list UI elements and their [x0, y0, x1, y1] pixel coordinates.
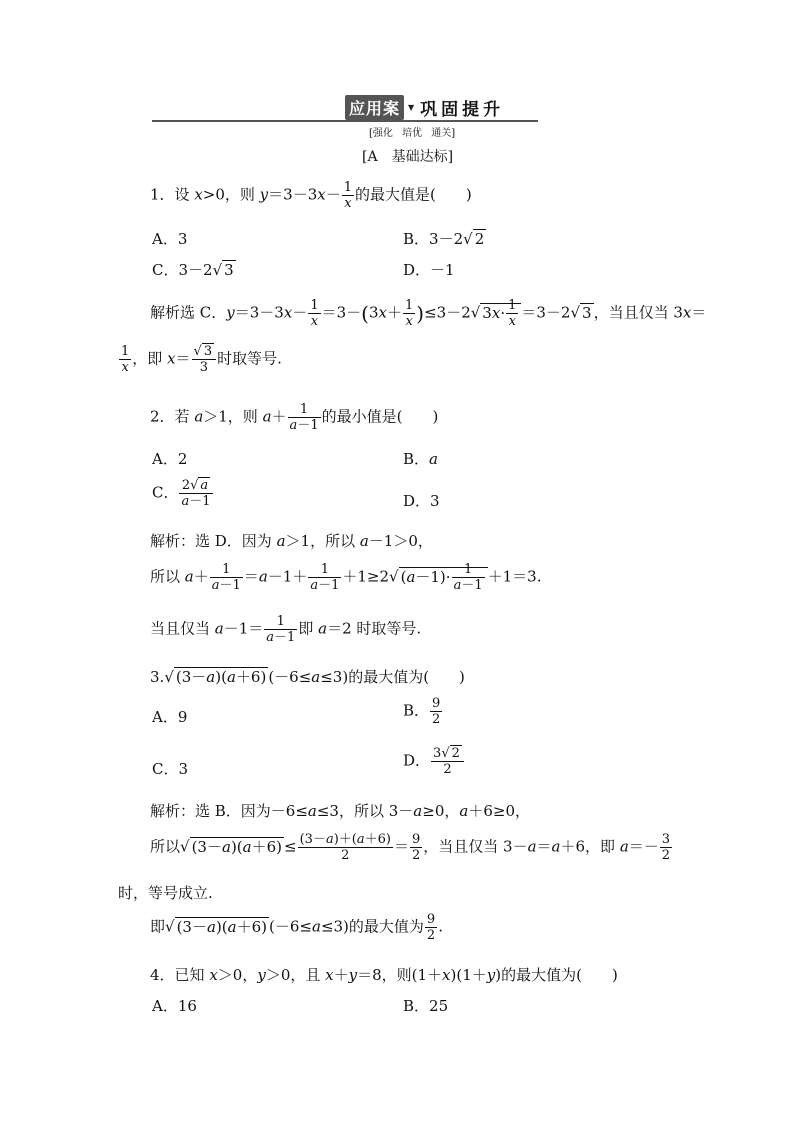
q2-solution-line3: 当且仅当 a－1＝ $\frac{1}{a-1}$ 即 a＝2 时取等号. [150, 614, 422, 645]
q2-solution-line2: 所以 a＋ $\frac{1}{a-1}$ ＝a－1＋ $\frac{1}{a-1}$ ＋1≥2√ (a－1)· $\frac{1}{a-1}$ ＋1＝3. [150, 562, 542, 593]
q1-option-d: D．－1 [403, 261, 455, 279]
q3-option-d: D． $\frac{3√ 2}{2}$ [403, 746, 465, 777]
q3-option-b: B． $\frac{9}{2}$ [403, 696, 441, 727]
q2-stem: 2．若 a＞1，则 a＋ $\frac{1}{a-1}$ 的最小值是( ) [150, 402, 439, 433]
q1-option-b: B．3－2√ 2 [403, 230, 485, 248]
q2-option-b: B．a [403, 450, 438, 468]
section-badge: 应用案 [345, 95, 404, 120]
q1-solution-line2: $\frac{1}{x}$ ，即 x＝ $\frac{√ 3}{3}$ 时取等号. [121, 344, 282, 375]
q3-option-a: A．9 [152, 708, 188, 726]
triangle-icon: ▼ [408, 102, 415, 112]
q2-option-a: A．2 [152, 450, 188, 468]
q2-solution-line1: 解析：选 D．因为 a＞1，所以 a－1＞0， [150, 532, 433, 550]
section-subtitle: [强化 培优 通关] [369, 128, 456, 139]
q4-option-a: A．16 [152, 997, 197, 1015]
q3-solution-line3: 时，等号成立. [118, 884, 213, 902]
q1-stem: 1．设 x>0，则 y＝3－3x－ $\frac{1}{x}$ 的最大值是( ) [150, 180, 472, 211]
q3-option-c: C．3 [152, 760, 189, 778]
q3-stem: 3.√ (3－a)(a＋6) (－6≤a≤3)的最大值为( ) [150, 668, 465, 686]
q3-solution-line2: 所以√ (3－a)(a＋6) ≤ $\frac{(3-a)+(a+6)}{2}$ ＝ $\frac{9}{2}$ ，当且仅当 3－a＝a＋6，即 a＝－ $\frac{3}{2}$ [150, 832, 671, 863]
section-header [345, 96, 504, 118]
header-rule [152, 120, 538, 122]
q1-solution-line1: 解析选 C．y＝3－3x－ $\frac{1}{x}$ ＝3－(3x＋ $\frac{1}{x}$ )≤3－2√ 3x· $\frac{1}{x}$ ＝3－2√ 3 ，当且仅当 3x＝ [150, 298, 707, 329]
q1-option-a: A．3 [152, 230, 188, 248]
q2-option-d: D．3 [403, 492, 440, 510]
q3-solution-line4: 即√ (3－a)(a＋6) (－6≤a≤3)的最大值为 $\frac{9}{2}$ . [150, 912, 443, 943]
section-title: 巩固提升 [420, 99, 505, 120]
level-heading: [A 基础达标] [362, 149, 454, 165]
q3-solution-line1: 解析：选 B．因为－6≤a≤3，所以 3－a≥0，a＋6≥0， [150, 802, 530, 820]
q4-option-b: B．25 [403, 997, 449, 1015]
q1-option-c: C．3－2√ 3 [152, 261, 234, 279]
q2-option-c: C． $\frac{2√ a}{a-1}$ [152, 478, 211, 509]
q4-stem: 4．已知 x＞0，y＞0，且 x＋y＝8，则(1＋x)(1＋y)的最大值为( ) [150, 966, 618, 984]
